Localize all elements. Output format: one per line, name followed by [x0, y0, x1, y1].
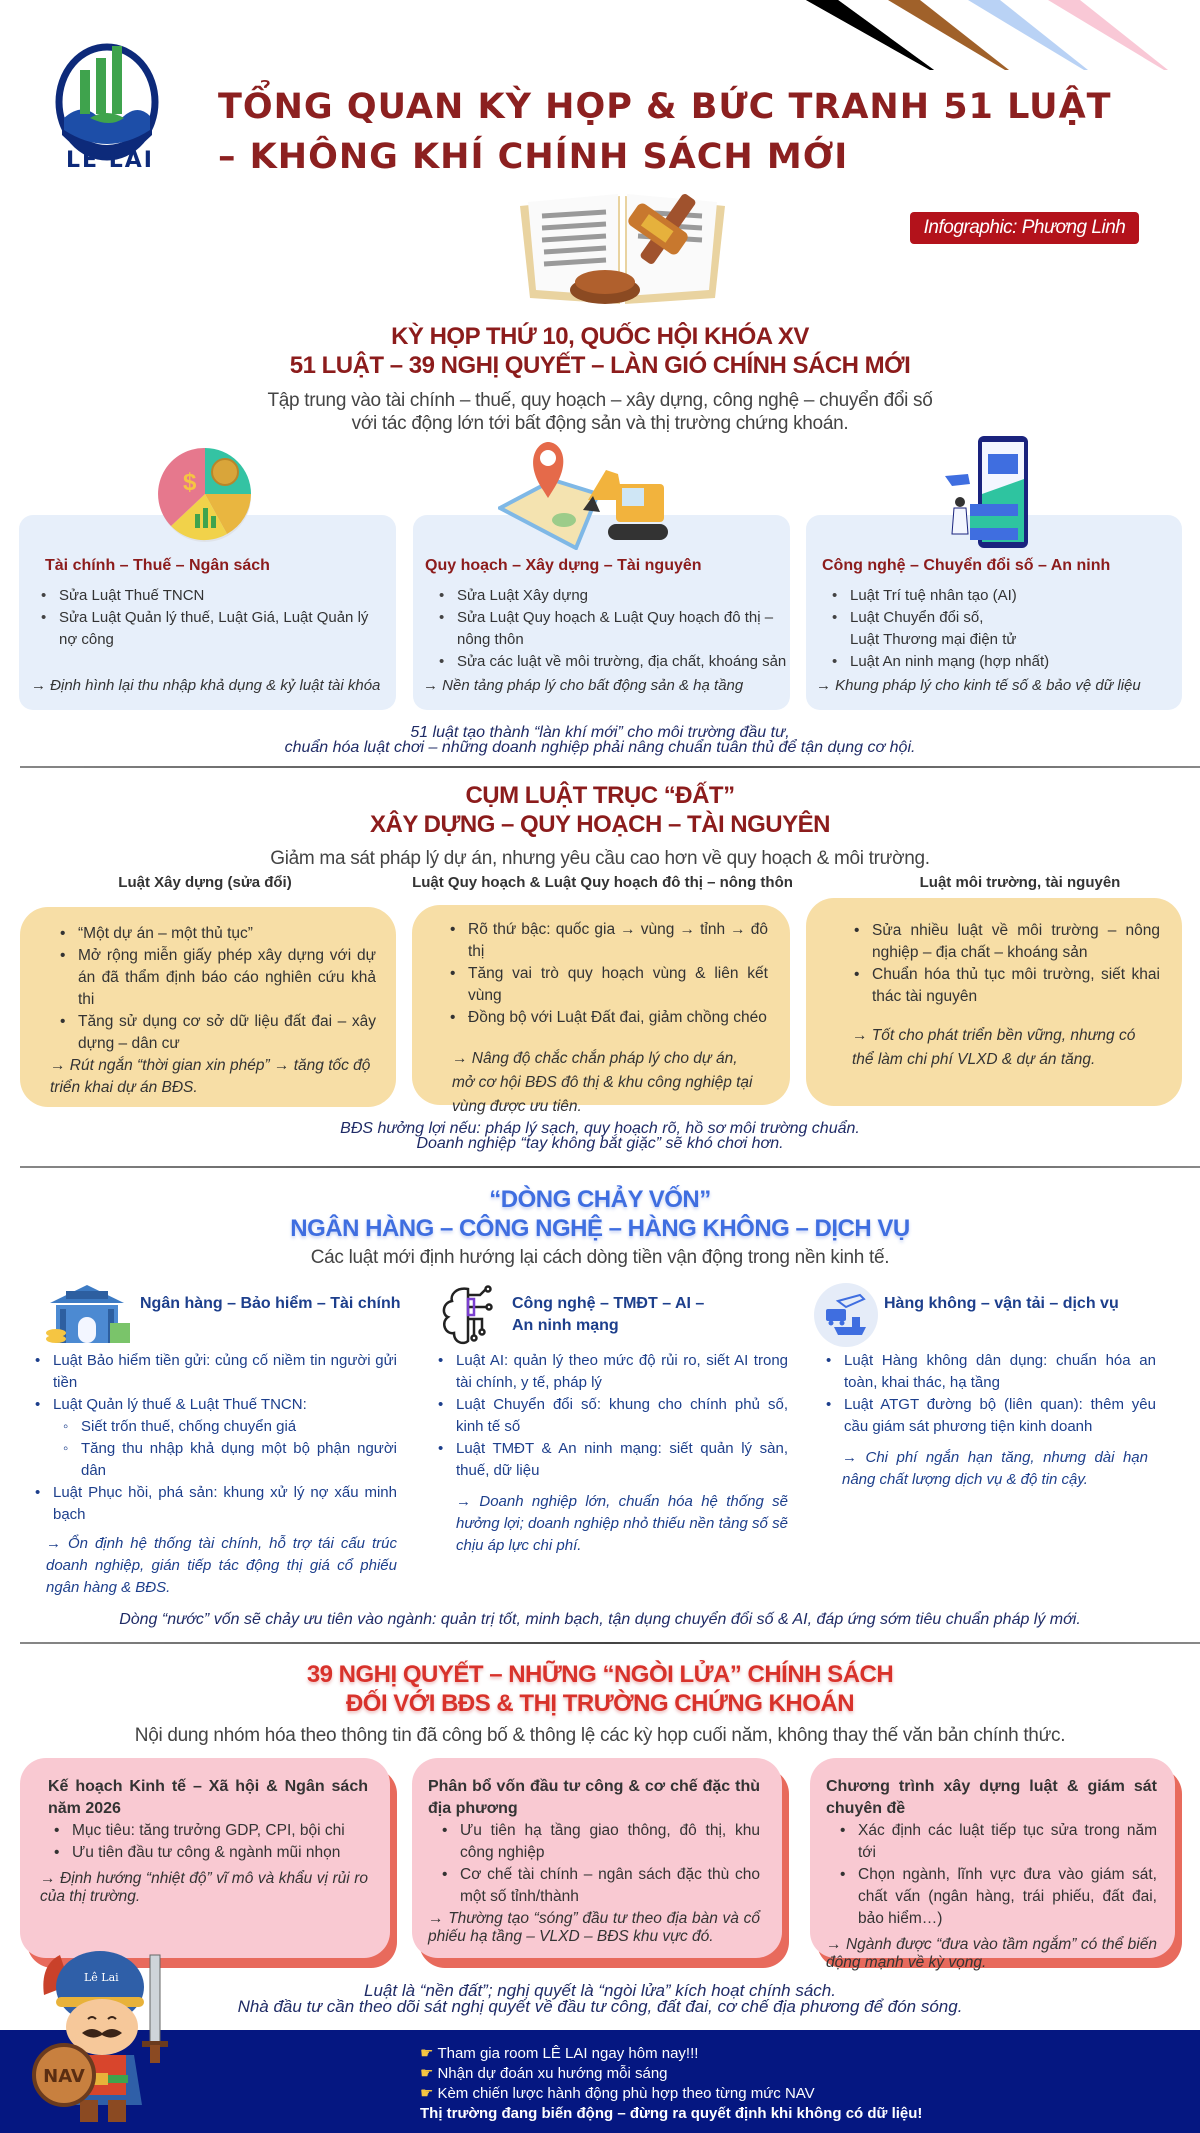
column-heading: Luật Quy hoạch & Luật Quy hoạch đô thị – nông thôn — [412, 874, 793, 891]
sub-list-item: ◦ Siết trốn thuế, chống chuyển giá — [63, 1416, 397, 1438]
svg-text:Lê Lai: Lê Lai — [84, 1971, 119, 1984]
section2-title — [0, 781, 1200, 839]
card-list — [830, 585, 1170, 673]
section1-subtitle — [0, 389, 1200, 435]
section1-footer-line-2: chuẩn hóa luật chơi – những doanh nghiệp phải nâng chuẩn tuân thủ để tận dụng cơ hội. — [284, 739, 916, 756]
section1-title-line-2: 51 LUẬT – 39 NGHỊ QUYẾT – LÀN GIÓ CHÍNH SÁCH MỚI — [289, 352, 911, 379]
promo-item — [420, 2044, 922, 2064]
card-title: Tài chính – Thuế – Ngân sách — [45, 557, 270, 574]
list-item: • Mục tiêu: tăng trưởng GDP, CPI, bội chi — [50, 1820, 368, 1842]
card-note: → Tốt cho phát triển bền vững, nhưng có thể làm chi phí VLXD & dự án tăng. — [852, 1027, 1136, 1068]
list-item: • Sửa Luật Quản lý thuế, Luật Giá, Luật Quản lý nợ công — [39, 607, 384, 651]
list-item: • Sửa nhiều luật về môi trường – nông nghiệp – địa chất – khoáng sản — [852, 920, 1160, 964]
card-note: → Khung pháp lý cho kinh tế số & bảo vệ dữ liệu — [816, 677, 1141, 694]
list-item: • Luật Trí tuệ nhân tạo (AI) — [830, 585, 1170, 607]
title-line-2: – KHÔNG KHÍ CHÍNH SÁCH MỚI — [218, 137, 849, 177]
column-note: → Ổn định hệ thống tài chính, hỗ trợ tái cấu trúc doanh nghiệp, gián tiếp tác động thị giá cổ phiếu ngân hàng & BĐS. — [46, 1535, 397, 1596]
card-note: → Rút ngắn “thời gian xin phép” → tăng tốc độ triển khai dự án BĐS. — [50, 1057, 371, 1096]
warrior-mascot-icon — [30, 1945, 205, 2130]
section2-footer — [0, 1121, 1200, 1151]
section4-footer-line-2: Nhà đầu tư cần theo dõi sát nghị quyết về đầu tư công, đất đai, cơ chế địa phương để đón sóng. — [237, 1997, 963, 2016]
list-item: • Luật TMĐT & An ninh mạng: siết quản lý sàn, thuế, dữ liệu — [438, 1438, 788, 1482]
list-item: • Sửa Luật Thuế TNCN — [39, 585, 384, 607]
promo-item-text: Tham gia room LÊ LAI ngay hôm nay!!! — [437, 2045, 699, 2062]
pointing-hand-icon: ☛ — [420, 2085, 434, 2102]
section3-title — [0, 1185, 1200, 1243]
column-title-line-1: Công nghệ – TMĐT – AI – — [512, 1295, 705, 1312]
section2-footer-line-2: Doanh nghiệp “tay không bắt giặc” sẽ khó chơi hơn. — [416, 1135, 784, 1152]
card-title: Quy hoạch – Xây dựng – Tài nguyên — [425, 557, 702, 574]
list-item: • Sửa Luật Quy hoạch & Luật Quy hoạch đô thị – nông thôn — [437, 607, 787, 651]
list-item: • Rõ thứ bậc: quốc gia → vùng → tỉnh → đô thị — [448, 919, 768, 963]
promo-list — [420, 2044, 922, 2124]
law-card-environment — [806, 898, 1182, 1106]
list-item-text: Luật Chuyển đổi số, — [850, 609, 984, 626]
list-item: • Chọn ngành, lĩnh vực đưa vào giám sát, chất vấn (ngân hàng, trái phiếu, đất đai, bảo hiểm…) — [836, 1864, 1157, 1930]
promo-item — [420, 2084, 922, 2104]
promo-item-text: Nhận dự đoán xu hướng mỗi sáng — [437, 2065, 668, 2082]
column-list — [438, 1350, 788, 1482]
svg-text:$: $ — [183, 469, 197, 496]
section2-title-line-2: XÂY DỰNG – QUY HOẠCH – TÀI NGUYÊN — [370, 811, 830, 838]
section4-title-line-2: ĐỐI VỚI BĐS & THỊ TRƯỜNG CHỨNG KHOÁN — [345, 1690, 855, 1717]
card-list — [438, 1820, 760, 1908]
law-card-construction — [20, 907, 396, 1107]
flow-column-technology — [420, 1275, 800, 1605]
logo-text: LE LAI — [66, 148, 154, 173]
list-item: • Xác định các luật tiếp tục sửa trong năm tới — [836, 1820, 1157, 1864]
svg-text:NAV: NAV — [43, 2066, 85, 2087]
section4-title — [0, 1660, 1200, 1718]
list-item: • “Một dự án – một thủ tục” — [58, 923, 376, 945]
card-note: → Nâng độ chắc chắn pháp lý cho dự án, mở cơ hội BĐS đô thị & khu công nghiệp tại vùng được ưu tiên. — [452, 1050, 753, 1115]
resolution-card-public-investment — [412, 1758, 782, 1958]
card-note: → Định hướng “nhiệt độ” vĩ mô và khẩu vị rủi ro của thị trường. — [40, 1870, 368, 1905]
list-item: • Ưu tiên đầu tư công & ngành mũi nhọn — [50, 1842, 368, 1864]
section1-subtitle-line-2: với tác động lớn tới bất động sản và thị trường chứng khoán. — [351, 413, 849, 434]
list-item: • Luật Hàng không dân dụng: chuẩn hóa an toàn, khai thác, hạ tầng — [826, 1350, 1156, 1394]
law-card-planning — [412, 905, 790, 1115]
list-item: • Mở rộng miễn giấy phép xây dựng với dự án đã thẩm định báo cáo nghiên cứu khả thi — [58, 945, 376, 1011]
list-item: • Luật Phục hồi, phá sản: khung xử lý nợ xấu minh bạch — [35, 1482, 397, 1526]
promo-item-text: Kèm chiến lược hành động phù hợp theo từng mức NAV — [437, 2085, 815, 2102]
list-item — [35, 1394, 397, 1482]
section-divider — [20, 1642, 1200, 1644]
card-title: Phân bổ vốn đầu tư công & cơ chế đặc thù địa phương — [428, 1778, 760, 1817]
section4-footer-line-1: Luật là “nền đất”; nghị quyết là “ngòi lửa” kích hoạt chính sách. — [364, 1981, 836, 2000]
list-item: • Sửa các luật về môi trường, địa chất, khoáng sản — [437, 651, 787, 673]
law-book-gavel-icon — [510, 186, 735, 311]
section1-footer-line-1: 51 luật tạo thành “làn khí mới” cho môi trường đầu tư, — [410, 724, 790, 741]
list-item: • Đồng bộ với Luật Đất đai, giảm chồng chéo — [448, 1007, 768, 1029]
column-heading: Luật Xây dựng (sửa đổi) — [118, 874, 292, 891]
list-item: • Luật Chuyển đổi số: khung cho chính phủ số, kinh tế số — [438, 1394, 788, 1438]
column-title: Ngân hàng – Bảo hiểm – Tài chính — [140, 1295, 401, 1312]
section2-footer-line-1: BĐS hưởng lợi nếu: pháp lý sạch, quy hoạch rõ, hồ sơ môi trường chuẩn. — [340, 1120, 860, 1137]
sub-list — [53, 1416, 397, 1482]
ai-brain-circuit-icon — [438, 1285, 500, 1347]
list-item: • Luật AI: quản lý theo mức độ rủi ro, siết AI trong tài chính, y tế, pháp lý — [438, 1350, 788, 1394]
column-note: → Doanh nghiệp lớn, chuẩn hóa hệ thống sẽ hưởng lợi; doanh nghiệp nhỏ thiếu nền tảng số sẽ chịu áp lực chi phí. — [456, 1493, 788, 1554]
list-item: • Sửa Luật Xây dựng — [437, 585, 787, 607]
section4-title-line-1: 39 NGHỊ QUYẾT – NHỮNG “NGÒI LỬA” CHÍNH SÁCH — [306, 1661, 894, 1688]
card-note: → Thường tạo “sóng” đầu tư theo địa bàn và cổ phiếu hạ tầng – VLXD – BĐS khu vực đó. — [428, 1910, 760, 1945]
list-item: • Cơ chế tài chính – ngân sách đặc thù cho một số tỉnh/thành — [438, 1864, 760, 1908]
list-item-text: Luật Thương mại điện tử — [850, 631, 1017, 648]
list-item: • Tăng vai trò quy hoạch vùng & liên kết vùng — [448, 963, 768, 1007]
transport-plane-ship-icon — [824, 1293, 868, 1337]
section1-footer — [0, 725, 1200, 755]
digital-phone-icon — [940, 434, 1040, 552]
column-list — [35, 1350, 397, 1526]
flow-column-aviation — [800, 1275, 1200, 1605]
section1-title — [0, 322, 1200, 380]
card-list — [50, 1820, 368, 1864]
bank-icon — [42, 1283, 132, 1348]
topic-card-finance — [19, 515, 396, 710]
list-item: • Ưu tiên hạ tầng giao thông, đô thị, khu công nghiệp — [438, 1820, 760, 1864]
card-note: → Định hình lại thu nhập khả dụng & kỷ luật tài khóa — [31, 677, 381, 694]
list-item: • Tăng sử dụng cơ sở dữ liệu đất đai – xây dựng – dân cư — [58, 1011, 376, 1055]
list-item: • Luật ATGT đường bộ (liên quan): thêm yêu cầu giám sát phương tiện kinh doanh — [826, 1394, 1156, 1438]
card-list — [437, 585, 787, 673]
column-title-line-2: An ninh mạng — [512, 1317, 619, 1334]
pointing-hand-icon: ☛ — [420, 2045, 434, 2062]
promo-item — [420, 2064, 922, 2084]
card-list — [39, 585, 384, 651]
section3-title-line-1: “DÒNG CHẢY VỐN” — [489, 1186, 711, 1213]
list-item-text: Luật Quản lý thuế & Luật Thuế TNCN: — [53, 1396, 307, 1413]
column-title: Hàng không – vận tải – dịch vụ — [884, 1295, 1119, 1312]
sub-list-item: ◦ Tăng thu nhập khả dụng một bộ phận người dân — [63, 1438, 397, 1482]
section-divider — [20, 766, 1200, 768]
page-title — [218, 82, 1138, 182]
finance-pie-icon — [155, 444, 255, 544]
card-title: Kế hoạch Kinh tế – Xã hội & Ngân sách năm 2026 — [48, 1778, 368, 1817]
list-item: • Luật An ninh mạng (hợp nhất) — [830, 651, 1170, 673]
section1-title-line-1: KỲ HỌP THỨ 10, QUỐC HỘI KHÓA XV — [391, 323, 809, 350]
card-list — [852, 920, 1160, 1008]
card-note: → Nền tảng pháp lý cho bất động sản & hạ tầng — [423, 677, 744, 694]
credit-badge: Infographic: Phương Linh — [910, 212, 1139, 244]
card-list — [836, 1820, 1157, 1930]
card-note: → Ngành được “đưa vào tầm ngắm” có thể biến động mạnh về kỳ vọng. — [826, 1936, 1157, 1971]
list-item: • Luật Bảo hiểm tiền gửi: củng cố niềm tin người gửi tiền — [35, 1350, 397, 1394]
list-item — [830, 607, 1170, 651]
card-title: Chương trình xây dựng luật & giám sát chuyên đề — [826, 1778, 1157, 1817]
map-excavator-icon — [498, 440, 678, 550]
section-divider — [20, 1166, 1200, 1168]
section1-subtitle-line-1: Tập trung vào tài chính – thuế, quy hoạch – xây dựng, công nghệ – chuyển đổi số — [267, 390, 933, 411]
card-title: Công nghệ – Chuyển đổi số – An ninh — [822, 557, 1111, 574]
flow-column-banking — [0, 1275, 410, 1605]
card-list — [448, 919, 768, 1029]
promo-cta: Thị trường đang biến động – đừng ra quyết định khi không có dữ liệu! — [420, 2105, 923, 2122]
pointing-hand-icon: ☛ — [420, 2065, 434, 2082]
column-list — [826, 1350, 1156, 1438]
section2-subtitle: Giảm ma sát pháp lý dự án, nhưng yêu cầu cao hơn về quy hoạch & môi trường. — [270, 848, 930, 869]
section2-title-line-1: CỤM LUẬT TRỤC “ĐẤT” — [465, 782, 735, 809]
resolution-card-economic-plan — [20, 1758, 390, 1958]
title-line-1: TỔNG QUAN KỲ HỌP & BỨC TRANH 51 LUẬT — [218, 87, 1112, 127]
column-heading: Luật môi trường, tài nguyên — [919, 874, 1121, 891]
section3-subtitle: Các luật mới định hướng lại cách dòng tiền vận động trong nền kinh tế. — [310, 1247, 890, 1268]
section4-subtitle: Nội dung nhóm hóa theo thông tin đã công bố & thông lệ các kỳ họp cuối năm, không thay thế văn bản chính thức. — [134, 1725, 1066, 1746]
decorative-stripes — [780, 0, 1200, 75]
section3-title-line-2: NGÂN HÀNG – CÔNG NGHỆ – HÀNG KHÔNG – DỊCH VỤ — [290, 1215, 910, 1242]
card-list — [58, 923, 376, 1055]
column-title — [512, 1293, 704, 1337]
section3-footer: Dòng “nước” vốn sẽ chảy ưu tiên vào ngành: quản trị tốt, minh bạch, tận dụng chuyển đổi số & AI, đáp ứng sớm tiêu chuẩn pháp lý mới. — [119, 1611, 1081, 1628]
column-note: → Chi phí ngắn hạn tăng, nhưng dài hạn nâng chất lượng dịch vụ & độ tin cậy. — [842, 1449, 1148, 1488]
list-item: • Chuẩn hóa thủ tục môi trường, siết khai thác tài nguyên — [852, 964, 1160, 1008]
resolution-card-legislation — [810, 1758, 1175, 1971]
